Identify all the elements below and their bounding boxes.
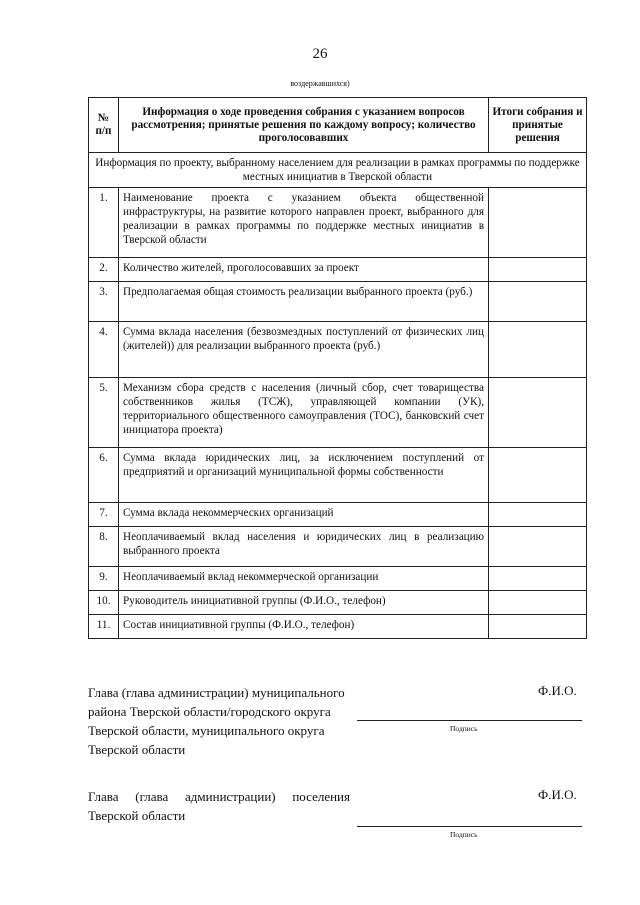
row-text: Предполагаемая общая стоимость реализации выбранного проекта (руб.) (119, 282, 489, 322)
header-result: Итоги собрания и принятые решения (489, 98, 587, 153)
table-row (89, 503, 587, 527)
table-row (89, 322, 587, 378)
row-result-cell[interactable] (489, 591, 587, 615)
table-row (89, 188, 587, 258)
signatory-title-settlement: Глава (глава администрации) поселения Тверской области (88, 789, 350, 823)
row-number: 9. (89, 567, 119, 591)
table-row (89, 258, 587, 282)
row-number: 5. (89, 378, 119, 448)
row-number: 11. (89, 615, 119, 639)
signatory-title-district: Глава (глава администрации) муниципального района Тверской области/городского округа Тверской области, муниципального округа Тверской области (88, 685, 345, 757)
header-num: № п/п (89, 98, 119, 153)
signature-line[interactable] (357, 720, 582, 721)
row-result-cell[interactable] (489, 282, 587, 322)
table-row (89, 567, 587, 591)
row-text: Неоплачиваемый вклад некоммерческой организации (119, 567, 489, 591)
row-text: Руководитель инициативной группы (Ф.И.О., телефон) (119, 591, 489, 615)
section-row (89, 153, 587, 188)
row-text: Количество жителей, проголосовавших за проект (119, 258, 489, 282)
section-title: Информация по проекту, выбранному населением для реализации в рамках программы по поддержке местных инициатив в Тверской области (89, 153, 587, 188)
table-row (89, 527, 587, 567)
row-text: Сумма вклада некоммерческих организаций (119, 503, 489, 527)
signatory-fio: Ф.И.О. (538, 787, 577, 802)
row-number: 10. (89, 591, 119, 615)
row-result-cell[interactable] (489, 448, 587, 503)
page-number: 26 (312, 46, 328, 62)
signature-caption: Подпись (450, 724, 478, 733)
row-result-cell[interactable] (489, 503, 587, 527)
row-number: 6. (89, 448, 119, 503)
row-result-cell[interactable] (489, 615, 587, 639)
row-result-cell[interactable] (489, 322, 587, 378)
row-text: Механизм сбора средств с населения (личный сбор, счет товарищества собственников жилья (ТСЖ), управляющей компании (УК), территориального общественного самоуправления (ТОС), банковский счет инициатора проекта) (119, 378, 489, 448)
row-result-cell[interactable] (489, 527, 587, 567)
table-row (89, 378, 587, 448)
row-text: Сумма вклада юридических лиц, за исключением поступлений от предприятий и организаций муниципальной формы собственности (119, 448, 489, 503)
row-text: Состав инициативной группы (Ф.И.О., телефон) (119, 615, 489, 639)
table-row (89, 282, 587, 322)
row-result-cell[interactable] (489, 378, 587, 448)
continuation-text: воздержавшихся) (290, 79, 350, 88)
table-row (89, 591, 587, 615)
header-info: Информация о ходе проведения собрания с указанием вопросов рассмотрения; принятые решения по каждому вопросу; количество проголосовавших (119, 98, 489, 153)
row-result-cell[interactable] (489, 567, 587, 591)
row-number: 1. (89, 188, 119, 258)
row-result-cell[interactable] (489, 188, 587, 258)
meeting-info-table (88, 97, 587, 639)
row-number: 8. (89, 527, 119, 567)
signatory-fio: Ф.И.О. (538, 683, 577, 698)
row-number: 3. (89, 282, 119, 322)
signature-caption: Подпись (450, 830, 478, 839)
row-result-cell[interactable] (489, 258, 587, 282)
row-number: 4. (89, 322, 119, 378)
table-header-row (89, 98, 587, 153)
row-text: Сумма вклада населения (безвозмездных поступлений от физических лиц (жителей)) для реализации выбранного проекта (руб.) (119, 322, 489, 378)
table-row (89, 448, 587, 503)
row-number: 7. (89, 503, 119, 527)
row-text: Неоплачиваемый вклад населения и юридических лиц в реализацию выбранного проекта (119, 527, 489, 567)
table-row (89, 615, 587, 639)
signature-line[interactable] (357, 826, 582, 827)
row-text: Наименование проекта с указанием объекта общественной инфраструктуры, на развитие которого направлен проект, выбранного для реализации в рамках программы по поддержке местных инициатив в Тверской области (119, 188, 489, 258)
row-number: 2. (89, 258, 119, 282)
